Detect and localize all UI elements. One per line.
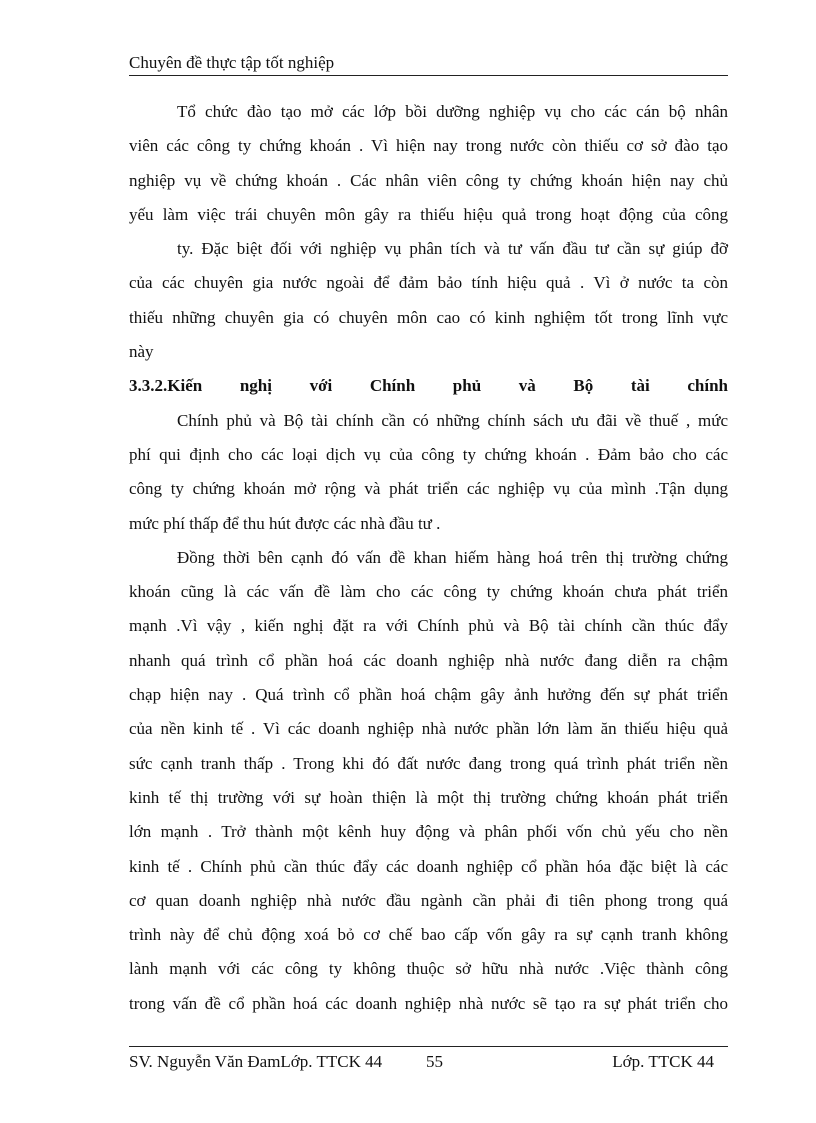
text-line: ty. Đặc biệt đối với nghiệp vụ phân tích và tư vấn đầu tư cần sự giúp đỡ (177, 239, 728, 259)
section-heading (129, 372, 728, 406)
text-line: mạnh .Vì vậy , kiến nghị đặt ra với Chính phủ và Bộ tài chính cần thúc đẩy (129, 616, 728, 636)
text-line: sức cạnh tranh thấp . Trong khi đó đất nước đang trong quá trình phát triển nền (129, 753, 728, 773)
heading-word: Chính (369, 376, 416, 396)
heading-word: chính (687, 376, 728, 396)
heading-word: tài (630, 376, 650, 396)
footer-student-info: SV. Nguyễn Văn ĐamLớp. TTCK 44 (129, 1052, 383, 1071)
text-line: cơ quan doanh nghiệp nhà nước đầu ngành cần phải đi tiên phong trong quá (129, 890, 728, 910)
heading-word: phủ (452, 376, 482, 396)
text-line: Chính phủ và Bộ tài chính cần có những chính sách ưu đãi về thuế , mức (177, 410, 728, 430)
text-line: thiếu những chuyên gia có chuyên môn cao có kinh nghiệm tốt trong lĩnh vực (129, 307, 728, 327)
header-divider (129, 75, 728, 76)
text-line: công ty chứng khoán mở rộng và phát triển các nghiệp vụ của mình .Tận dụng (129, 479, 728, 499)
text-line: trình này để chủ động xoá bỏ cơ chế bao cấp vốn gây ra sự cạnh tranh không (129, 925, 728, 945)
text-line: Đồng thời bên cạnh đó vấn đề khan hiếm hàng hoá trên thị trường chứng (177, 547, 728, 567)
text-line: kinh tế . Chính phủ cần thúc đẩy các doanh nghiệp cổ phần hóa đặc biệt là các (129, 856, 728, 876)
heading-word: 3.3.2.Kiến (129, 376, 203, 396)
heading-word: nghị (239, 376, 272, 396)
text-line: phí qui định cho các loại dịch vụ của công ty chứng khoán . Đảm bảo cho các (129, 444, 728, 464)
text-line: yếu làm việc trái chuyên môn gây ra thiếu hiệu quả trong hoạt động của công (129, 204, 728, 224)
text-line: của nền kinh tế . Vì các doanh nghiệp nhà nước phần lớn làm ăn thiếu hiệu quả (129, 719, 728, 739)
footer-class-label: Lớp. TTCK 44 (612, 1052, 714, 1071)
text-line: kinh tế thị trường với sự hoàn thiện là một thị trường chứng khoán phát triển (129, 787, 728, 807)
text-line: khoán cũng là các vấn đề làm cho các công ty chứng khoán chưa phát triển (129, 582, 728, 602)
text-line: lớn mạnh . Trở thành một kênh huy động và phân phối vốn chủ yếu cho nền (129, 822, 728, 842)
heading-word: với (309, 376, 333, 396)
document-body (129, 98, 728, 1024)
text-line: Tổ chức đào tạo mở các lớp bồi dưỡng nghiệp vụ cho các cán bộ nhân (177, 102, 728, 121)
text-line: nghiệp vụ về chứng khoán . Các nhân viên công ty chứng khoán hiện nay chủ (129, 170, 728, 190)
text-line: trong vấn đề cổ phần hoá các doanh nghiệp nhà nước sẽ tạo ra sự phát triển cho (129, 993, 728, 1013)
text-line: chạp hiện nay . Quá trình cổ phần hoá chậm gây ảnh hưởng đến sự phát triển (129, 685, 728, 705)
text-line: mức phí thấp để thu hút được các nhà đầu tư . (129, 513, 441, 533)
page-footer (129, 1050, 728, 1074)
text-line: này (129, 342, 154, 362)
footer-divider (129, 1046, 728, 1047)
text-line: lành mạnh với các công ty không thuộc sở hữu nhà nước .Việc thành công (129, 959, 728, 979)
text-line: nhanh quá trình cổ phần hoá các doanh nghiệp nhà nước đang diễn ra chậm (129, 650, 728, 670)
heading-word: và (518, 376, 536, 396)
text-line: viên các công ty chứng khoán . Vì hiện nay trong nước còn thiếu cơ sở đào tạo (129, 136, 728, 156)
heading-word: Bộ (573, 376, 594, 396)
page-number: 55 (426, 1052, 443, 1071)
text-line: của các chuyên gia nước ngoài để đảm bảo tính hiệu quả . Vì ở nước ta còn (129, 273, 728, 293)
page-header-title: Chuyên đề thực tập tốt nghiệp (129, 53, 335, 72)
